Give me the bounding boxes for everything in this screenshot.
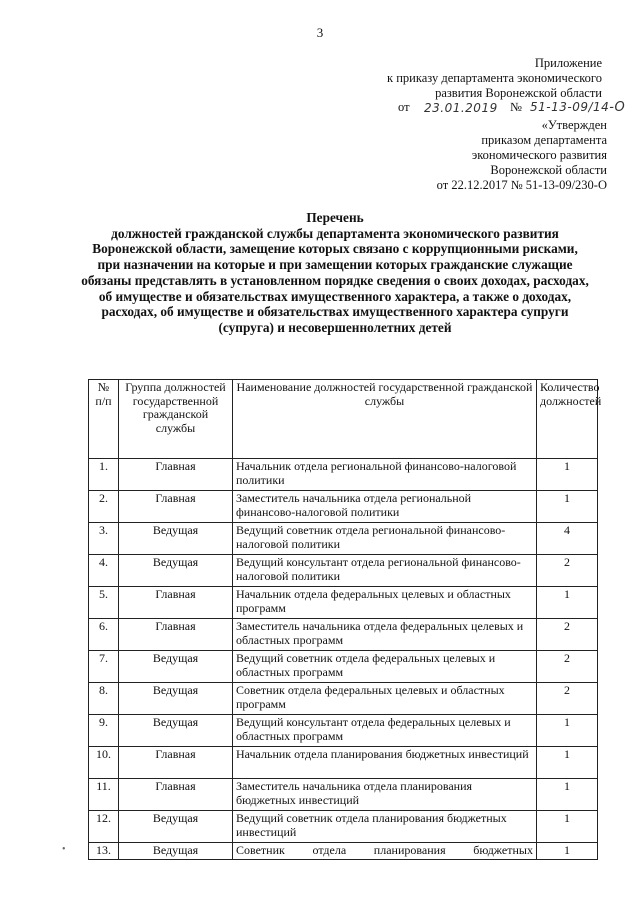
row-count: 1 bbox=[537, 715, 598, 747]
row-number: 12. bbox=[89, 811, 119, 843]
row-position: Заместитель начальника отдела региональной финансово-налоговой политики bbox=[233, 491, 537, 523]
row-number: 6. bbox=[89, 619, 119, 651]
row-number: 11. bbox=[89, 779, 119, 811]
row-number: 13. bbox=[89, 843, 119, 860]
row-count: 1 bbox=[537, 779, 598, 811]
row-position: Заместитель начальника отдела федеральных целевых и областных программ bbox=[233, 619, 537, 651]
row-group: Ведущая bbox=[119, 843, 233, 860]
row-position: Начальник отдела региональной финансово-налоговой политики bbox=[233, 459, 537, 491]
row-group: Ведущая bbox=[119, 651, 233, 683]
row-count: 2 bbox=[537, 683, 598, 715]
table-row bbox=[89, 779, 598, 811]
approved-line: Воронежской области bbox=[490, 163, 607, 177]
approved-block bbox=[400, 118, 607, 193]
header-position: Наименование должностей государственной гражданской службы bbox=[233, 380, 537, 459]
row-group: Главная bbox=[119, 587, 233, 619]
row-count: 4 bbox=[537, 523, 598, 555]
row-number: 1. bbox=[89, 459, 119, 491]
row-number: 10. bbox=[89, 747, 119, 779]
table-row bbox=[89, 811, 598, 843]
row-count: 2 bbox=[537, 619, 598, 651]
handwritten-number bbox=[530, 100, 625, 115]
handwritten-number-tail: -О bbox=[609, 100, 626, 115]
row-group: Ведущая bbox=[119, 555, 233, 587]
number-sign: № bbox=[510, 100, 522, 114]
table-row bbox=[89, 523, 598, 555]
handwritten-number-main: 51-13-09/14 bbox=[530, 100, 610, 114]
appendix-line: Приложение bbox=[534, 56, 602, 70]
row-group: Главная bbox=[119, 747, 233, 779]
positions-table bbox=[88, 379, 602, 860]
appendix-line: развития Воронежской области bbox=[435, 86, 602, 100]
row-position: Ведущий советник отдела региональной финансово-налоговой политики bbox=[233, 523, 537, 555]
header-group: Группа должностей государственной гражданской службы bbox=[119, 380, 233, 459]
row-count: 2 bbox=[537, 555, 598, 587]
table-row bbox=[89, 747, 598, 779]
row-count: 1 bbox=[537, 843, 598, 860]
page-number: 3 bbox=[316, 25, 324, 40]
table-row bbox=[89, 491, 598, 523]
title-heading: Перечень bbox=[306, 210, 364, 225]
row-number: 8. bbox=[89, 683, 119, 715]
table-row bbox=[89, 587, 598, 619]
row-position: Ведущий советник отдела федеральных целевых и областных программ bbox=[233, 651, 537, 683]
row-number: 5. bbox=[89, 587, 119, 619]
table-row bbox=[89, 619, 598, 651]
row-count: 1 bbox=[537, 587, 598, 619]
row-group: Ведущая bbox=[119, 811, 233, 843]
table-row bbox=[89, 715, 598, 747]
row-group: Главная bbox=[119, 779, 233, 811]
row-number: 4. bbox=[89, 555, 119, 587]
approved-line: приказом департамента bbox=[481, 133, 607, 147]
approved-line: экономического развития bbox=[471, 148, 607, 162]
table-header-row bbox=[89, 380, 598, 459]
row-number: 2. bbox=[89, 491, 119, 523]
row-position: Начальник отдела планирования бюджетных инвестиций bbox=[233, 747, 537, 779]
row-count: 1 bbox=[537, 811, 598, 843]
row-count: 1 bbox=[537, 747, 598, 779]
row-count: 1 bbox=[537, 459, 598, 491]
row-number: 7. bbox=[89, 651, 119, 683]
document-title bbox=[80, 210, 590, 336]
table-row bbox=[89, 651, 598, 683]
table-row bbox=[89, 843, 598, 860]
row-position: Ведущий консультант отдела федеральных целевых и областных программ bbox=[233, 715, 537, 747]
row-group: Ведущая bbox=[119, 683, 233, 715]
table-row bbox=[89, 683, 598, 715]
row-group: Ведущая bbox=[119, 715, 233, 747]
row-group: Главная bbox=[119, 619, 233, 651]
row-group: Ведущая bbox=[119, 523, 233, 555]
scan-speck: • bbox=[62, 844, 66, 855]
table-row bbox=[89, 459, 598, 491]
row-position: Ведущий советник отдела планирования бюджетных инвестиций bbox=[233, 811, 537, 843]
handwritten-date: 23.01.2019 bbox=[424, 101, 498, 115]
row-group: Главная bbox=[119, 459, 233, 491]
approved-line: «Утвержден bbox=[541, 118, 607, 132]
header-count: Количество должностей bbox=[537, 380, 598, 459]
table-row bbox=[89, 555, 598, 587]
from-label: от bbox=[398, 100, 410, 114]
approved-line: от 22.12.2017 № 51-13-09/230-О bbox=[436, 178, 607, 192]
appendix-line: к приказу департамента экономического bbox=[387, 71, 602, 85]
row-position: Начальник отдела федеральных целевых и областных программ bbox=[233, 587, 537, 619]
row-number: 3. bbox=[89, 523, 119, 555]
row-number: 9. bbox=[89, 715, 119, 747]
row-position: Ведущий консультант отдела региональной финансово-налоговой политики bbox=[233, 555, 537, 587]
appendix-block bbox=[350, 56, 602, 101]
row-position: Советник отдела планирования бюджетных bbox=[233, 843, 537, 860]
header-num: № п/п bbox=[89, 380, 119, 459]
row-count: 2 bbox=[537, 651, 598, 683]
row-position: Заместитель начальника отдела планирования бюджетных инвестиций bbox=[233, 779, 537, 811]
row-group: Главная bbox=[119, 491, 233, 523]
row-count: 1 bbox=[537, 491, 598, 523]
row-position: Советник отдела федеральных целевых и областных программ bbox=[233, 683, 537, 715]
title-body: должностей гражданской службы департамента экономического развития Воронежской области, замещение которых связано с коррупционными рисками, при назначении на которые и при замещении которых гражданские служащие обязаны представлять в установленном порядке сведения о своих доходах, расходах, об имуществе и обязательствах имущественного характера, а также о доходах, расходах, об имуществе и обязательствах имущественного характера супруги (супруга) и несовершеннолетних детей bbox=[81, 225, 589, 335]
